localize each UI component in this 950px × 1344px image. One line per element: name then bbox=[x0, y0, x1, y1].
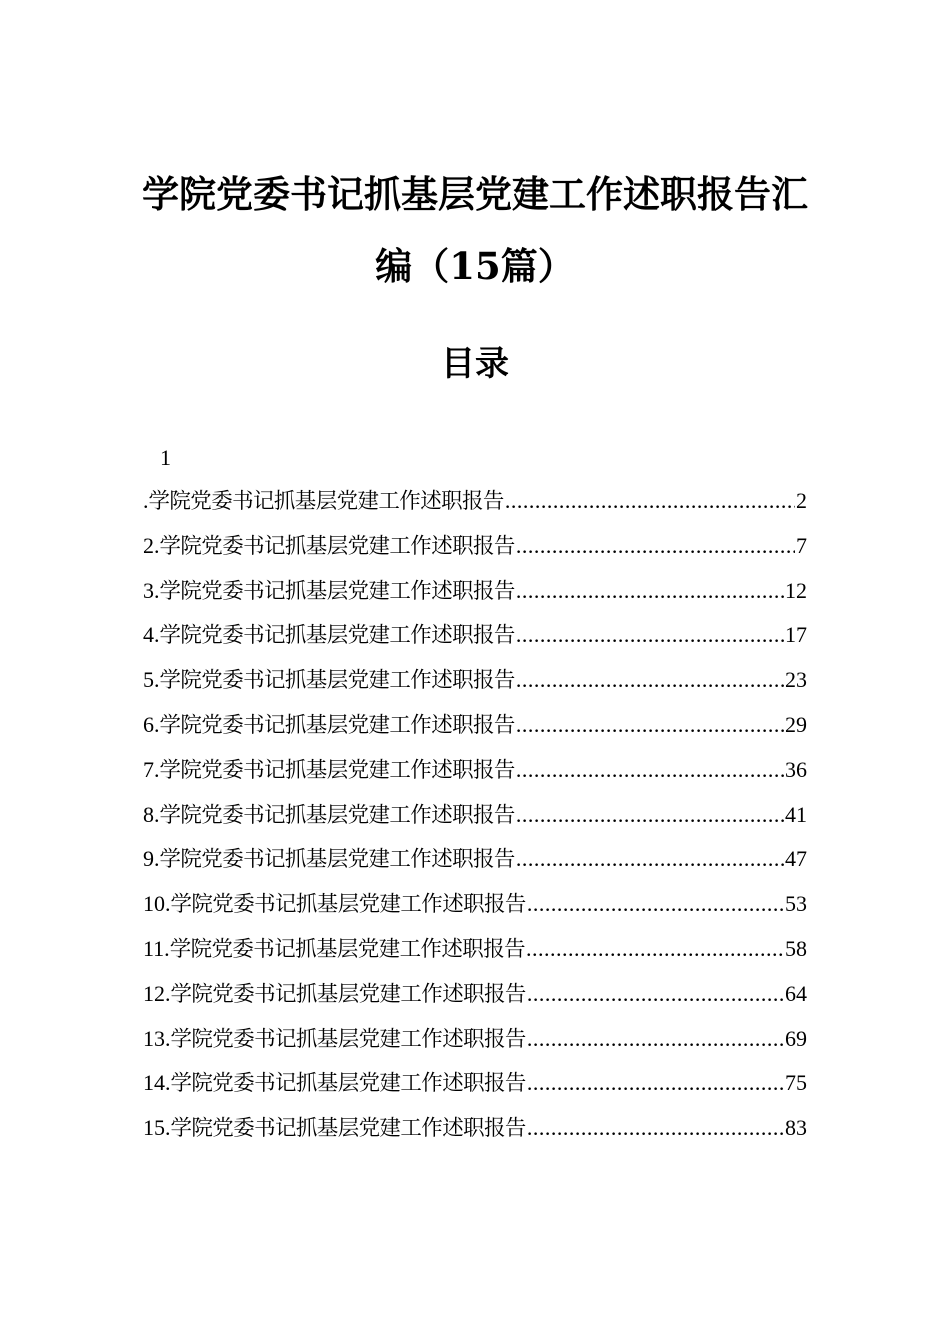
toc-entry-title: 学院党委书记抓基层党建工作述职报告 bbox=[159, 802, 515, 828]
toc-entry-number: . bbox=[143, 488, 149, 513]
toc-dot-leader bbox=[516, 754, 784, 786]
toc-entry-title: 学院党委书记抓基层党建工作述职报告 bbox=[170, 1026, 526, 1052]
toc-entry-title: 学院党委书记抓基层党建工作述职报告 bbox=[159, 533, 515, 559]
toc-entry-number: 13. bbox=[143, 1025, 171, 1051]
toc-entry-page: 23 bbox=[785, 667, 807, 693]
toc-entry-title: 学院党委书记抓基层党建工作述职报告 bbox=[169, 936, 525, 962]
toc-entry[interactable] bbox=[143, 978, 807, 1023]
toc-entry-page: 83 bbox=[785, 1115, 807, 1141]
toc-dot-leader bbox=[527, 978, 784, 1010]
toc-entry[interactable] bbox=[143, 619, 807, 664]
toc-dot-leader bbox=[527, 1067, 784, 1099]
toc-entry[interactable] bbox=[143, 754, 807, 799]
toc-entry-number: 14. bbox=[143, 1070, 171, 1096]
toc-entry-page: 75 bbox=[785, 1070, 807, 1096]
toc-dot-leader bbox=[516, 709, 784, 741]
toc-entry-title: 学院党委书记抓基层党建工作述职报告 bbox=[159, 847, 515, 873]
toc-entry-title: 学院党委书记抓基层党建工作述职报告 bbox=[159, 578, 515, 604]
toc-entry[interactable] bbox=[143, 1023, 807, 1068]
toc-entry-title: 学院党委书记抓基层党建工作述职报告 bbox=[159, 623, 515, 649]
toc-entry-page: 64 bbox=[785, 980, 807, 1006]
toc-entry-title: 学院党委书记抓基层党建工作述职报告 bbox=[159, 757, 515, 783]
toc-entry-number: 5. bbox=[143, 667, 160, 693]
toc-entry-number: 15. bbox=[143, 1115, 171, 1141]
toc-first-entry-number: 1 bbox=[160, 445, 171, 470]
toc-entry-page: 41 bbox=[785, 801, 807, 827]
toc-entry[interactable] bbox=[143, 1112, 807, 1157]
toc-dot-leader bbox=[516, 843, 784, 875]
toc-entry[interactable] bbox=[143, 575, 807, 620]
toc-entry[interactable] bbox=[143, 485, 807, 530]
toc-entry-number: 7. bbox=[143, 756, 160, 782]
toc-entry-title: 学院党委书记抓基层党建工作述职报告 bbox=[170, 981, 526, 1007]
toc-entry-page: 17 bbox=[785, 622, 807, 648]
toc-entry-number: 2. bbox=[143, 532, 160, 558]
toc-entry-title: 学院党委书记抓基层党建工作述职报告 bbox=[170, 1071, 526, 1097]
toc-entry-number: 9. bbox=[143, 846, 160, 872]
toc-dot-leader bbox=[516, 530, 795, 562]
toc-entry-title: 学院党委书记抓基层党建工作述职报告 bbox=[170, 892, 526, 918]
toc-dot-leader bbox=[527, 1023, 784, 1055]
toc-dot-leader bbox=[516, 664, 784, 696]
toc-entry-number: 12. bbox=[143, 980, 171, 1006]
toc-entry[interactable] bbox=[143, 709, 807, 754]
toc-dot-leader bbox=[527, 1112, 784, 1144]
toc-entry-page: 2 bbox=[796, 488, 807, 513]
toc-entry-page: 7 bbox=[796, 532, 807, 558]
toc-list bbox=[143, 485, 807, 1157]
toc-entry[interactable] bbox=[143, 933, 807, 978]
toc-dot-leader bbox=[516, 799, 784, 831]
toc-entry-title: 学院党委书记抓基层党建工作述职报告 bbox=[170, 1116, 526, 1142]
toc-entry-page: 53 bbox=[785, 891, 807, 917]
document-title-line-1: 学院党委书记抓基层党建工作述职报告汇 bbox=[142, 172, 808, 216]
toc-entry-number: 4. bbox=[143, 622, 160, 648]
toc-entry[interactable] bbox=[143, 664, 807, 709]
toc-entry-number: 10. bbox=[143, 891, 171, 917]
toc-entry[interactable] bbox=[143, 799, 807, 844]
document-title-line-2: 编（15篇） bbox=[375, 244, 575, 288]
toc-entry-page: 69 bbox=[785, 1025, 807, 1051]
toc-dot-leader bbox=[526, 933, 784, 965]
toc-entry-number: 8. bbox=[143, 801, 160, 827]
toc-dot-leader bbox=[505, 485, 795, 517]
toc-heading: 目录 bbox=[441, 344, 509, 384]
toc-dot-leader bbox=[516, 619, 784, 651]
toc-entry-page: 58 bbox=[785, 935, 807, 961]
toc-entry-number: 6. bbox=[143, 711, 160, 737]
toc-entry-title: 学院党委书记抓基层党建工作述职报告 bbox=[148, 489, 504, 514]
toc-dot-leader bbox=[516, 575, 784, 607]
toc-entry-page: 36 bbox=[785, 756, 807, 782]
toc-entry-title: 学院党委书记抓基层党建工作述职报告 bbox=[159, 712, 515, 738]
toc-entry-page: 12 bbox=[785, 577, 807, 603]
toc-entry[interactable] bbox=[143, 1067, 807, 1112]
toc-entry[interactable] bbox=[143, 888, 807, 933]
toc-entry-page: 47 bbox=[785, 846, 807, 872]
toc-entry-number: 3. bbox=[143, 577, 160, 603]
toc-entry-number: 11. bbox=[143, 935, 170, 961]
toc-dot-leader bbox=[527, 888, 784, 920]
toc-entry-title: 学院党委书记抓基层党建工作述职报告 bbox=[159, 668, 515, 694]
toc-entry-page: 29 bbox=[785, 711, 807, 737]
toc-entry[interactable] bbox=[143, 843, 807, 888]
toc-entry[interactable] bbox=[143, 530, 807, 575]
